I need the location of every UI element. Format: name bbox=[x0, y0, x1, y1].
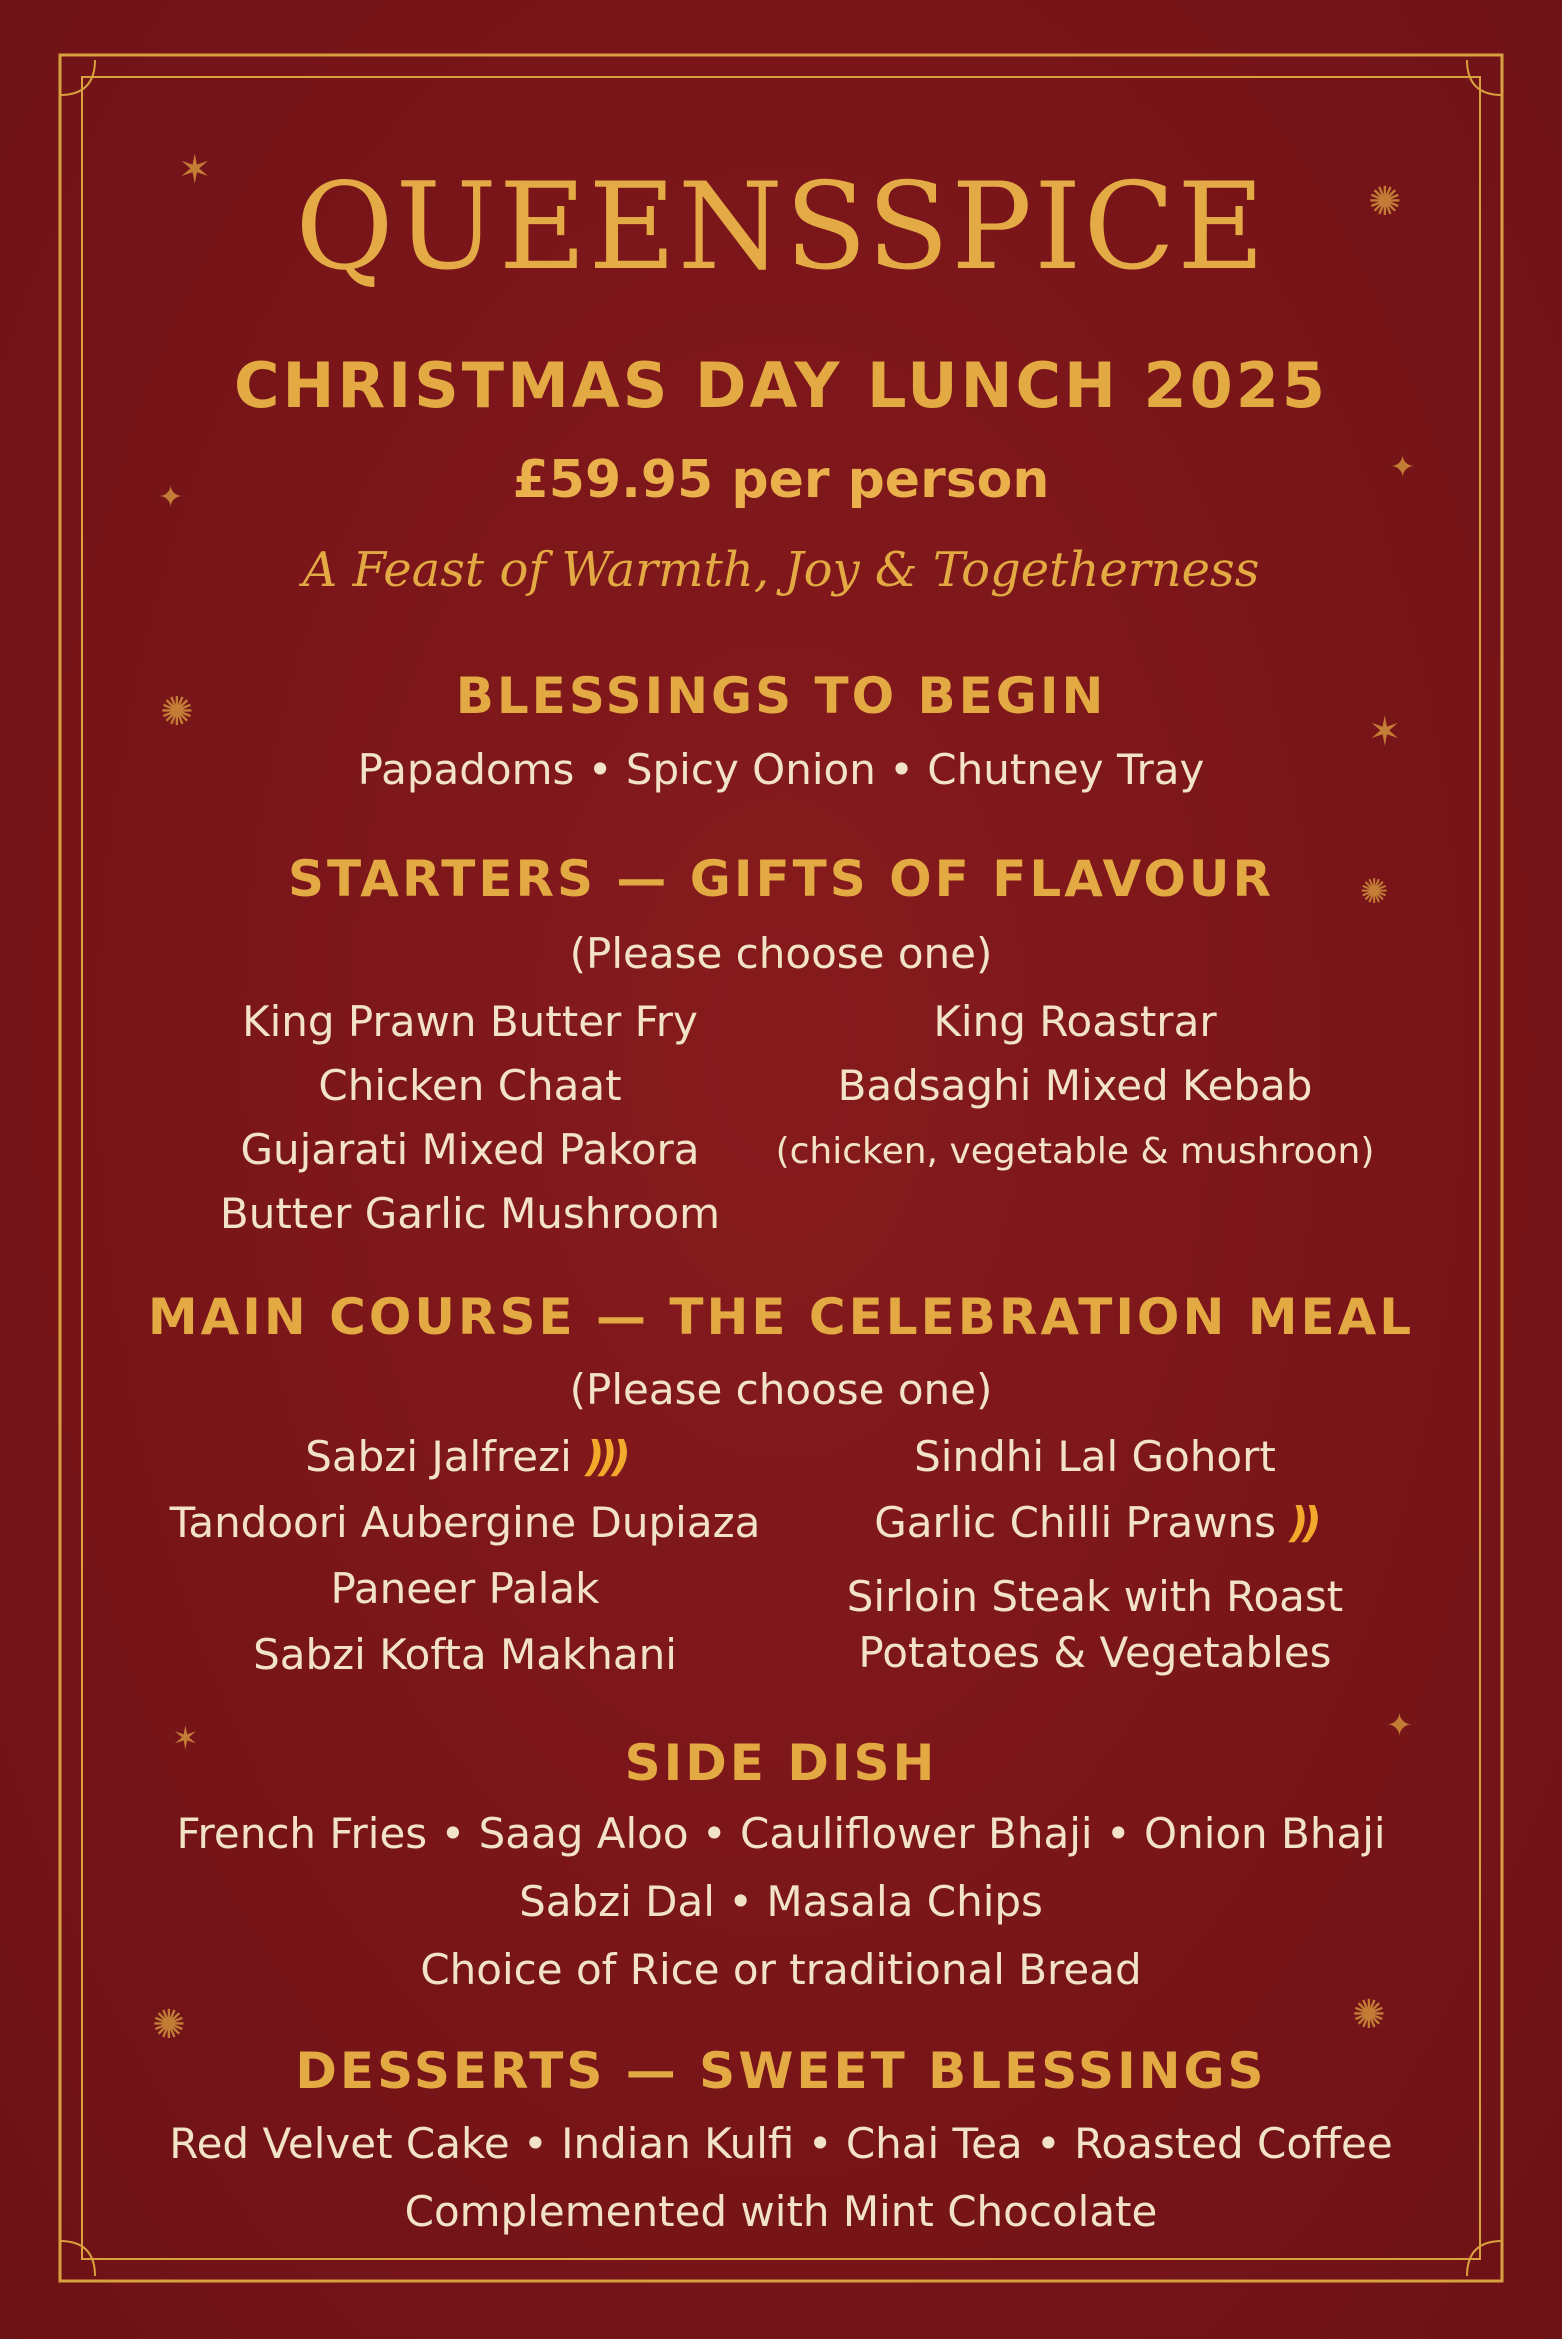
sparkle-icon: ✺ bbox=[160, 689, 194, 735]
sparkle-icon: ✦ bbox=[158, 480, 184, 515]
list-item: Tandoori Aubergine Dupiaza bbox=[169, 1498, 761, 1547]
chili-icon: )) bbox=[1289, 1498, 1316, 1547]
desserts-line-1: Red Velvet Cake • Indian Kulfi • Chai Tea • Roasted Coffee bbox=[169, 2119, 1393, 2168]
list-item: Paneer Palak bbox=[330, 1564, 600, 1613]
list-item bbox=[150, 1431, 780, 1497]
list-item-continued: Potatoes & Vegetables bbox=[858, 1628, 1332, 1677]
list-item: Sirloin Steak with Roast bbox=[846, 1572, 1344, 1621]
tagline: A Feast of Warmth, Joy & Togetherness bbox=[302, 542, 1260, 598]
sparkle-icon: ✺ bbox=[152, 2002, 186, 2048]
dish-name: Sabzi Jalfrezi bbox=[305, 1432, 572, 1481]
price: £59.95 per person bbox=[512, 450, 1050, 510]
sparkle-icon: ✶ bbox=[172, 1719, 199, 1757]
mains-right-column bbox=[780, 1431, 1410, 1683]
starters-instruction: (Please choose one) bbox=[569, 929, 993, 978]
starters-left-column bbox=[170, 996, 770, 1252]
section-heading-mains: MAIN COURSE — THE CELEBRATION MEAL bbox=[147, 1288, 1415, 1346]
restaurant-name: QUEENSSPICE bbox=[295, 158, 1267, 297]
chili-icon: ))) bbox=[585, 1432, 625, 1481]
mains-left-column bbox=[150, 1431, 780, 1695]
sides-line-1: French Fries • Saag Aloo • Cauliflower Bhaji • Onion Bhaji bbox=[176, 1809, 1386, 1858]
sparkle-icon: ✶ bbox=[1368, 709, 1402, 755]
starters-right-column bbox=[760, 996, 1390, 1188]
list-item: Badsaghi Mixed Kebab bbox=[837, 1061, 1313, 1110]
section-heading-starters: STARTERS — GIFTS OF FLAVOUR bbox=[288, 850, 1274, 908]
section-heading-blessings: BLESSINGS TO BEGIN bbox=[455, 667, 1107, 725]
list-item: King Prawn Butter Fry bbox=[242, 997, 698, 1046]
sparkle-icon: ✺ bbox=[1352, 1992, 1386, 2038]
list-item: Butter Garlic Mushroom bbox=[219, 1189, 721, 1238]
desserts-line-2: Complemented with Mint Chocolate bbox=[404, 2187, 1158, 2236]
dish-name: Garlic Chilli Prawns bbox=[874, 1498, 1276, 1547]
list-item: Sabzi Kofta Makhani bbox=[253, 1630, 677, 1679]
list-item: Chicken Chaat bbox=[318, 1061, 622, 1110]
sparkle-icon: ✺ bbox=[1360, 872, 1389, 912]
list-item-note: (chicken, vegetable & mushroon) bbox=[775, 1131, 1375, 1172]
sparkle-icon: ✶ bbox=[178, 147, 212, 193]
sparkle-icon: ✦ bbox=[1390, 450, 1416, 485]
list-item: Gujarati Mixed Pakora bbox=[240, 1125, 700, 1174]
blessings-items: Papadoms • Spicy Onion • Chutney Tray bbox=[357, 745, 1205, 794]
sides-line-3: Choice of Rice or traditional Bread bbox=[420, 1945, 1142, 1994]
section-heading-desserts: DESSERTS — SWEET BLESSINGS bbox=[295, 2042, 1267, 2100]
sides-line-2: Sabzi Dal • Masala Chips bbox=[519, 1877, 1043, 1926]
section-heading-sides: SIDE DISH bbox=[624, 1734, 938, 1792]
list-item: King Roastrar bbox=[933, 997, 1217, 1046]
list-item: Sindhi Lal Gohort bbox=[914, 1432, 1276, 1481]
mains-instruction: (Please choose one) bbox=[569, 1365, 993, 1414]
list-item bbox=[780, 1497, 1410, 1571]
sparkle-icon: ✺ bbox=[1368, 179, 1402, 225]
sparkle-icon: ✦ bbox=[1386, 1706, 1413, 1744]
event-title: CHRISTMAS DAY LUNCH 2025 bbox=[233, 349, 1329, 422]
